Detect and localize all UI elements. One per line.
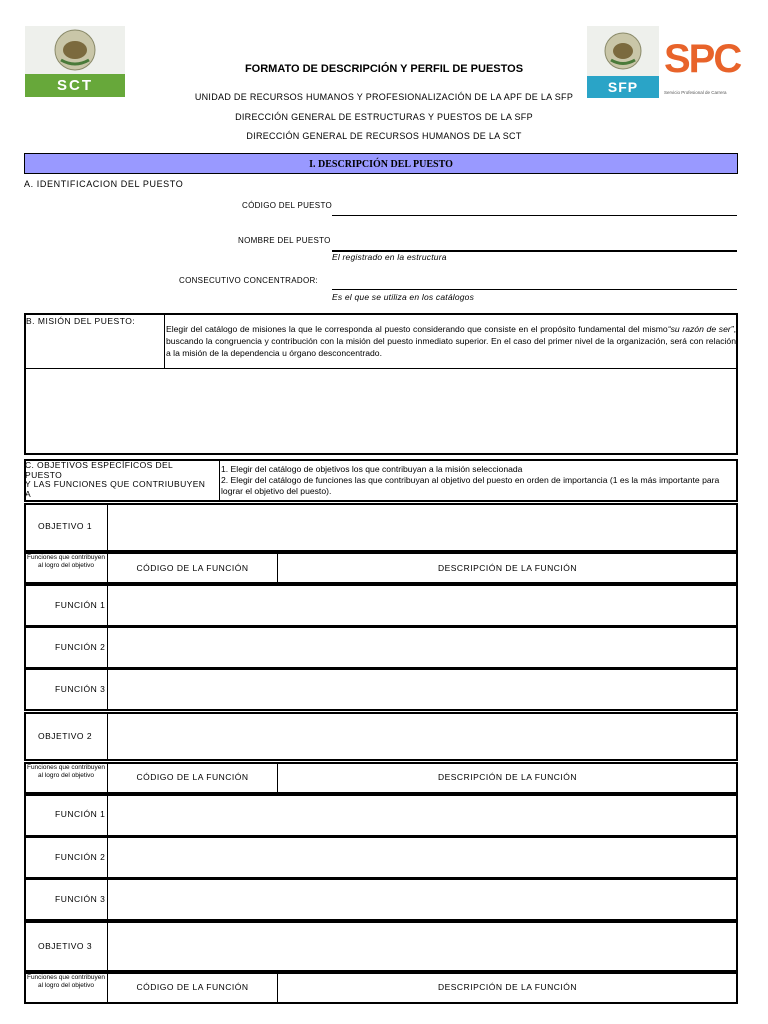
mision-text-b: , buscando la congruencia y contribución con la misión del puesto inmediato superior. En el caso del primer nivel de la organización, será con relación a la misión de la dependencia u órgano desconcentrado. xyxy=(166,324,736,358)
objetivo-divider xyxy=(107,504,108,551)
funciones-label: Funciones que contribuyen al logro del objetivo xyxy=(26,764,106,779)
spc-caption: Servicio Profesional de Carrera xyxy=(664,90,727,95)
funciones-label: Funciones que contribuyen al logro del objetivo xyxy=(26,974,106,989)
objetivos-label-line-4: A xyxy=(25,488,32,499)
identificacion-heading: A. IDENTIFICACION DEL PUESTO xyxy=(24,179,184,189)
codigo-puesto-field[interactable] xyxy=(332,200,737,214)
funcion-divider xyxy=(107,837,108,878)
objetivos-instructions xyxy=(221,464,737,497)
descripcion-funcion-header: DESCRIPCIÓN DE LA FUNCIÓN xyxy=(437,772,578,782)
funcion-label: FUNCIÓN 1 xyxy=(55,600,106,610)
funcion-label: FUNCIÓN 1 xyxy=(55,809,106,819)
objetivo-field[interactable] xyxy=(109,923,736,970)
objetivos-instruction-2: 2. Elegir del catálogo de funciones las que contribuyan al objetivo del puesto en orden de importancia (1 es la más importante para lograr el objetivo del puesto). xyxy=(221,475,720,496)
funcion-divider xyxy=(107,627,108,668)
funcion-field[interactable] xyxy=(109,838,736,877)
descripcion-funcion-header: DESCRIPCIÓN DE LA FUNCIÓN xyxy=(437,563,578,573)
funcion-label: FUNCIÓN 3 xyxy=(55,894,106,904)
mision-field[interactable] xyxy=(26,370,736,452)
funcion-divider xyxy=(107,795,108,836)
objetivo-label: OBJETIVO 3 xyxy=(38,941,93,951)
consecutivo-label: CONSECUTIVO CONCENTRADOR: xyxy=(179,276,319,285)
objetivo-field[interactable] xyxy=(109,505,736,550)
mision-divider-vertical xyxy=(164,314,165,369)
objetivo-label: OBJETIVO 1 xyxy=(38,521,93,531)
codigo-puesto-label: CÓDIGO DEL PUESTO xyxy=(242,201,333,210)
consecutivo-underline xyxy=(332,289,737,290)
sct-logo xyxy=(25,26,125,97)
section-title: I. DESCRIPCIÓN DEL PUESTO xyxy=(309,159,453,170)
spc-text: SPC xyxy=(664,37,741,81)
objetivos-label xyxy=(25,461,219,501)
mision-instructions xyxy=(166,323,736,359)
consecutivo-field[interactable] xyxy=(332,275,737,289)
objetivos-label-line-2: PUESTO xyxy=(25,469,63,480)
nombre-puesto-label: NOMBRE DEL PUESTO xyxy=(238,236,331,245)
mision-divider-horizontal xyxy=(25,368,737,369)
clipped-area xyxy=(0,972,768,992)
descripcion-funcion-header: DESCRIPCIÓN DE LA FUNCIÓN xyxy=(437,982,578,992)
objetivos-instruction-1: 1. Elegir del catálogo de objetivos los que contribuyan a la misión seleccionada xyxy=(221,464,523,474)
objetivo-label: OBJETIVO 2 xyxy=(38,731,93,741)
codigo-funcion-header: CÓDIGO DE LA FUNCIÓN xyxy=(136,982,249,992)
funcion-label: FUNCIÓN 3 xyxy=(55,684,106,694)
objetivo-divider xyxy=(107,713,108,760)
objetivo-field[interactable] xyxy=(109,714,736,759)
section-title-bar xyxy=(24,153,738,174)
nombre-puesto-note: El registrado en la estructura xyxy=(332,252,447,262)
funcion-divider xyxy=(107,669,108,710)
objetivos-header-divider xyxy=(219,460,220,501)
header-line-2: DIRECCIÓN GENERAL DE ESTRUCTURAS Y PUESTOS DE LA SFP xyxy=(235,112,533,122)
funcion-divider xyxy=(107,879,108,920)
mision-text-a: Elegir del catálogo de misiones la que le corresponda al puesto considerando que consiste en el propósito fundamental del mismo xyxy=(166,324,668,334)
form-title: FORMATO DE DESCRIPCIÓN Y PERFIL DE PUESTOS xyxy=(244,63,524,75)
funcion-divider xyxy=(107,585,108,626)
funcion-field[interactable] xyxy=(109,628,736,667)
funcion-field[interactable] xyxy=(109,670,736,709)
codigo-puesto-underline xyxy=(332,215,737,216)
mision-text-italic: “su razón de ser” xyxy=(667,324,734,334)
objetivo-divider xyxy=(107,922,108,971)
funcion-field[interactable] xyxy=(109,880,736,919)
mision-label: B. MISIÓN DEL PUESTO: xyxy=(26,316,136,326)
funciones-label: Funciones que contribuyen al logro del objetivo xyxy=(26,554,106,569)
objetivos-label-line-3: Y LAS FUNCIONES QUE CONTRIUBUYEN xyxy=(25,479,206,489)
header-line-1: UNIDAD DE RECURSOS HUMANOS Y PROFESIONALIZACIÓN DE LA APF DE LA SFP xyxy=(194,92,574,102)
sfp-label: SFP xyxy=(587,76,659,98)
objetivos-label-line-1: C. OBJETIVOS ESPECÍFICOS DEL xyxy=(25,460,174,470)
sfp-logo xyxy=(587,26,659,98)
funcion-label: FUNCIÓN 2 xyxy=(55,852,106,862)
consecutivo-note: Es el que se utiliza en los catálogos xyxy=(332,292,475,302)
funcion-field[interactable] xyxy=(109,796,736,835)
funcion-label: FUNCIÓN 2 xyxy=(55,642,106,652)
sct-label: SCT xyxy=(25,74,125,97)
codigo-funcion-header: CÓDIGO DE LA FUNCIÓN xyxy=(136,563,249,573)
nombre-puesto-field[interactable] xyxy=(332,235,737,249)
header-line-3: DIRECCIÓN GENERAL DE RECURSOS HUMANOS DE LA SCT xyxy=(246,131,522,141)
funcion-field[interactable] xyxy=(109,586,736,625)
codigo-funcion-header: CÓDIGO DE LA FUNCIÓN xyxy=(136,772,249,782)
